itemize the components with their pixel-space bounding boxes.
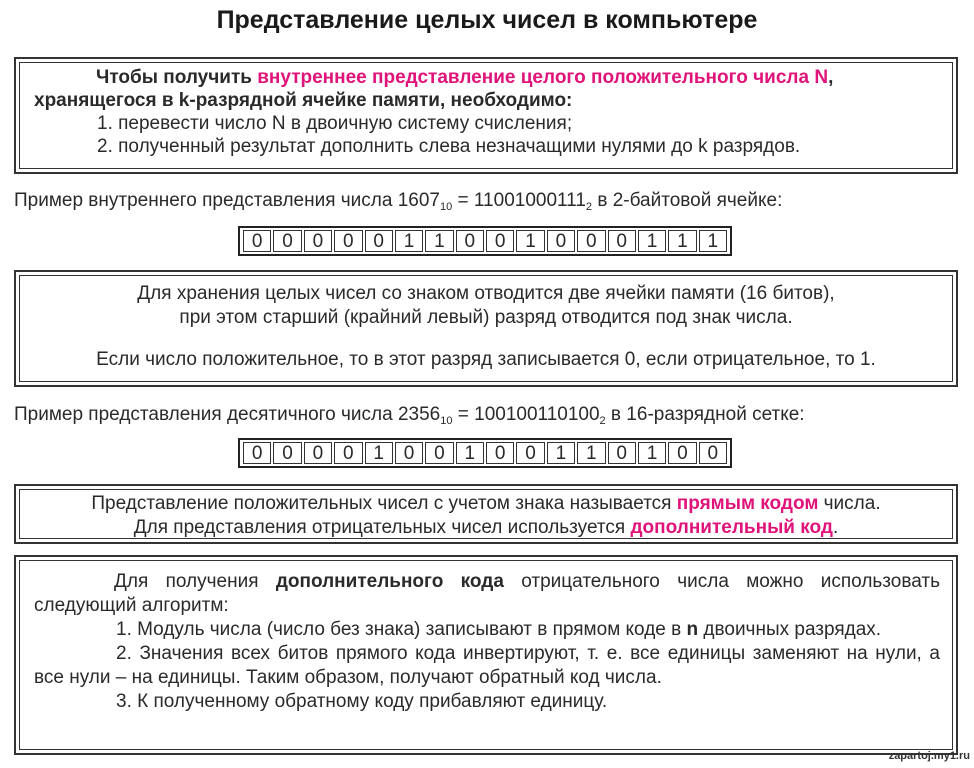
bit-cell: 1 bbox=[395, 230, 423, 252]
bit-cell: 0 bbox=[668, 442, 696, 464]
bit-cell: 0 bbox=[547, 230, 575, 252]
definition-intro bbox=[34, 66, 936, 89]
bit-cell: 0 bbox=[577, 230, 605, 252]
bit-cell: 0 bbox=[486, 442, 514, 464]
bit-cell: 1 bbox=[547, 442, 575, 464]
ex2-suffix: в 16-разрядной сетке: bbox=[605, 404, 805, 425]
code-types-box bbox=[14, 484, 958, 544]
alg-intro-a: Для получения bbox=[114, 571, 276, 592]
intro-text: Чтобы получить bbox=[96, 67, 258, 88]
bit-cell: 1 bbox=[699, 230, 727, 252]
complement-code-term: дополнительный код bbox=[630, 517, 833, 538]
code-line1 bbox=[26, 492, 946, 516]
bit-cell: 0 bbox=[304, 442, 332, 464]
bit-cell: 0 bbox=[516, 442, 544, 464]
ex1-base1: 10 bbox=[440, 201, 453, 213]
ex1-prefix: Пример внутреннего представления числа 1607 bbox=[14, 190, 440, 211]
ex1-suffix: в 2-байтовой ячейке: bbox=[592, 190, 783, 211]
bit-grid-1 bbox=[238, 226, 732, 256]
signed-storage-box bbox=[14, 270, 958, 387]
bit-cell: 1 bbox=[668, 230, 696, 252]
code-line1-b: числа. bbox=[818, 493, 881, 514]
ex2-base2: 2 bbox=[599, 415, 606, 427]
code-line2-a: Для представления отрицательных чисел используется bbox=[133, 517, 631, 538]
signed-line2: при этом старший (крайний левый) разряд отводится под знак числа. bbox=[179, 307, 793, 328]
bit-cell: 0 bbox=[456, 230, 484, 252]
code-line2 bbox=[26, 516, 946, 540]
code-line1-a: Представление положительных чисел с учетом знака называется bbox=[91, 493, 677, 514]
bit-cell: 0 bbox=[699, 442, 727, 464]
direct-code-term: прямым кодом bbox=[676, 493, 819, 514]
bit-grid-2 bbox=[238, 438, 732, 468]
bit-cell: 0 bbox=[304, 230, 332, 252]
page-title: Представление целых чисел в компьютере bbox=[216, 6, 758, 34]
bit-cell: 1 bbox=[577, 442, 605, 464]
bit-cell: 0 bbox=[425, 442, 453, 464]
bit-cell: 0 bbox=[608, 442, 636, 464]
ex1-base2: 2 bbox=[585, 201, 593, 213]
algorithm-step-2: 2. Значения всех битов прямого кода инвертируют, т. е. все единицы заменяют на нули, а все нули – на единицы. Таким образом, получают обратный код числа. bbox=[34, 643, 940, 688]
definition-box bbox=[14, 57, 958, 174]
bit-cell: 0 bbox=[608, 230, 636, 252]
example1-caption bbox=[14, 190, 782, 212]
algorithm-step-3: 3. К полученному обратному коду прибавляют единицу. bbox=[116, 691, 608, 712]
bit-cell: 0 bbox=[334, 442, 362, 464]
signed-line1: Для хранения целых чисел со знаком отводится две ячейки памяти (16 битов), bbox=[137, 283, 835, 304]
bit-cell: 0 bbox=[365, 230, 393, 252]
alg-step1-b: двоичных разрядах. bbox=[698, 619, 882, 640]
signed-line3: Если число положительное, то в этот разряд записывается 0, если отрицательное, то 1. bbox=[96, 349, 876, 370]
ex1-mid: = 11001000111 bbox=[452, 190, 586, 211]
definition-line2: хранящегося в k-разрядной ячейке памяти, необходимо: bbox=[34, 90, 573, 111]
ex2-base1: 10 bbox=[440, 415, 453, 427]
bit-cell: 0 bbox=[395, 442, 423, 464]
intro-comma: , bbox=[828, 67, 834, 88]
bit-cell: 0 bbox=[273, 442, 301, 464]
alg-step1-a: 1. Модуль числа (число без знака) записывают в прямом коде в bbox=[116, 619, 687, 640]
bit-cell: 1 bbox=[365, 442, 393, 464]
bit-cell: 1 bbox=[425, 230, 453, 252]
step-1: 1. перевести число N в двоичную систему счисления; bbox=[97, 113, 573, 134]
step-2: 2. полученный результат дополнить слева незначащими нулями до k разрядов. bbox=[97, 136, 801, 157]
highlight-text: внутреннее представление целого положительного числа N bbox=[257, 67, 829, 88]
alg-intro-term: дополнительного кода bbox=[275, 571, 504, 592]
watermark: zapartoj.my1.ru bbox=[888, 750, 970, 762]
bit-cell: 0 bbox=[243, 230, 271, 252]
alg-intro-c: отрицательного числа можно использовать следующий алгоритм: bbox=[34, 571, 941, 616]
alg-step1-n: n bbox=[686, 619, 699, 640]
algorithm-step-1 bbox=[34, 618, 940, 642]
bit-cell: 0 bbox=[486, 230, 514, 252]
bit-cell: 0 bbox=[334, 230, 362, 252]
bit-cell: 0 bbox=[243, 442, 271, 464]
algorithm-intro bbox=[34, 570, 940, 618]
bit-cell: 1 bbox=[516, 230, 544, 252]
code-line2-b: . bbox=[832, 517, 839, 538]
example2-caption bbox=[14, 404, 805, 426]
bit-cell: 0 bbox=[273, 230, 301, 252]
bit-cell: 1 bbox=[638, 442, 666, 464]
ex2-prefix: Пример представления десятичного числа 2356 bbox=[14, 404, 441, 425]
algorithm-box bbox=[14, 555, 958, 755]
ex2-mid: = 100100110100 bbox=[452, 404, 600, 425]
bit-cell: 1 bbox=[638, 230, 666, 252]
bit-cell: 1 bbox=[456, 442, 484, 464]
